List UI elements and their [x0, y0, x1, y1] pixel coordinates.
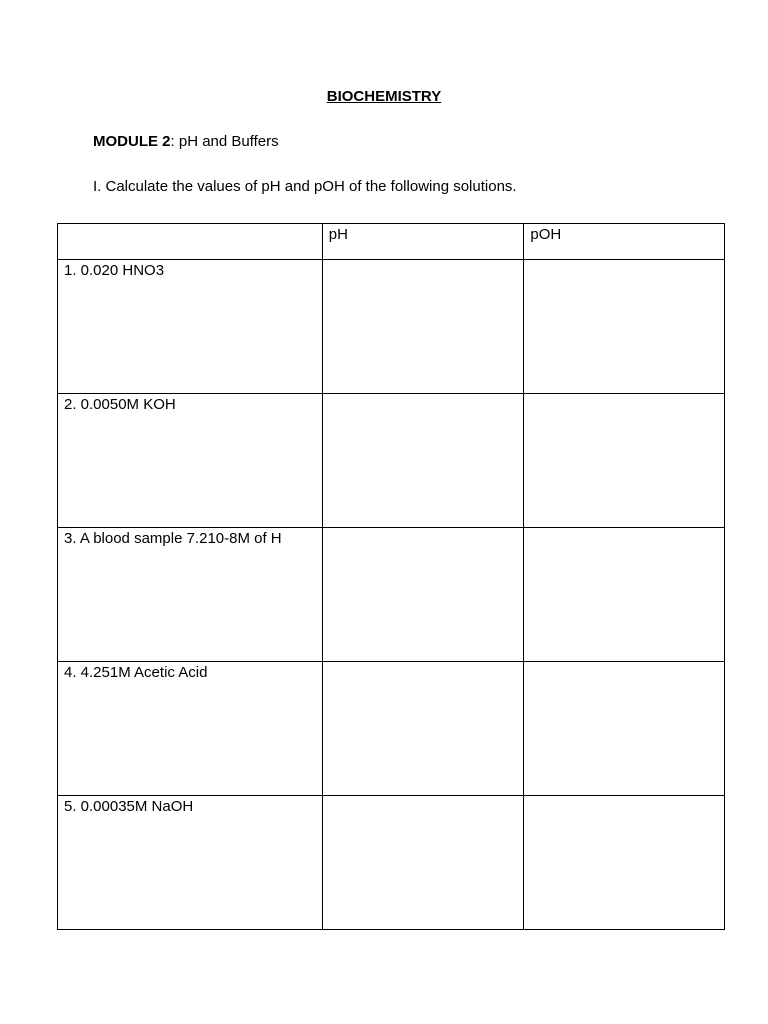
header-item — [58, 224, 323, 260]
module-label: MODULE 2 — [93, 133, 171, 150]
table-header-row — [58, 224, 725, 260]
item-cell: 4. 4.251M Acetic Acid — [58, 662, 323, 796]
ph-answer-cell[interactable] — [322, 260, 524, 394]
item-cell: 3. A blood sample 7.210-8M of H — [58, 528, 323, 662]
item-cell: 1. 0.020 HNO3 — [58, 260, 323, 394]
poh-answer-cell[interactable] — [524, 796, 725, 930]
poh-answer-cell[interactable] — [524, 528, 725, 662]
answer-table — [57, 223, 725, 930]
table-row — [58, 394, 725, 528]
ph-answer-cell[interactable] — [322, 662, 524, 796]
header-ph: pH — [322, 224, 524, 260]
table-row — [58, 528, 725, 662]
module-heading — [93, 133, 279, 150]
ph-answer-cell[interactable] — [322, 796, 524, 930]
poh-answer-cell[interactable] — [524, 662, 725, 796]
ph-answer-cell[interactable] — [322, 528, 524, 662]
ph-answer-cell[interactable] — [322, 394, 524, 528]
instruction-text: I. Calculate the values of pH and pOH of the following solutions. — [93, 178, 517, 195]
document-title: BIOCHEMISTRY — [326, 88, 442, 105]
header-poh: pOH — [524, 224, 725, 260]
table-row — [58, 796, 725, 930]
module-name: : pH and Buffers — [170, 133, 279, 150]
item-cell: 5. 0.00035M NaOH — [58, 796, 323, 930]
poh-answer-cell[interactable] — [524, 394, 725, 528]
poh-answer-cell[interactable] — [524, 260, 725, 394]
item-cell: 2. 0.0050M KOH — [58, 394, 323, 528]
table-row — [58, 260, 725, 394]
table-row — [58, 662, 725, 796]
